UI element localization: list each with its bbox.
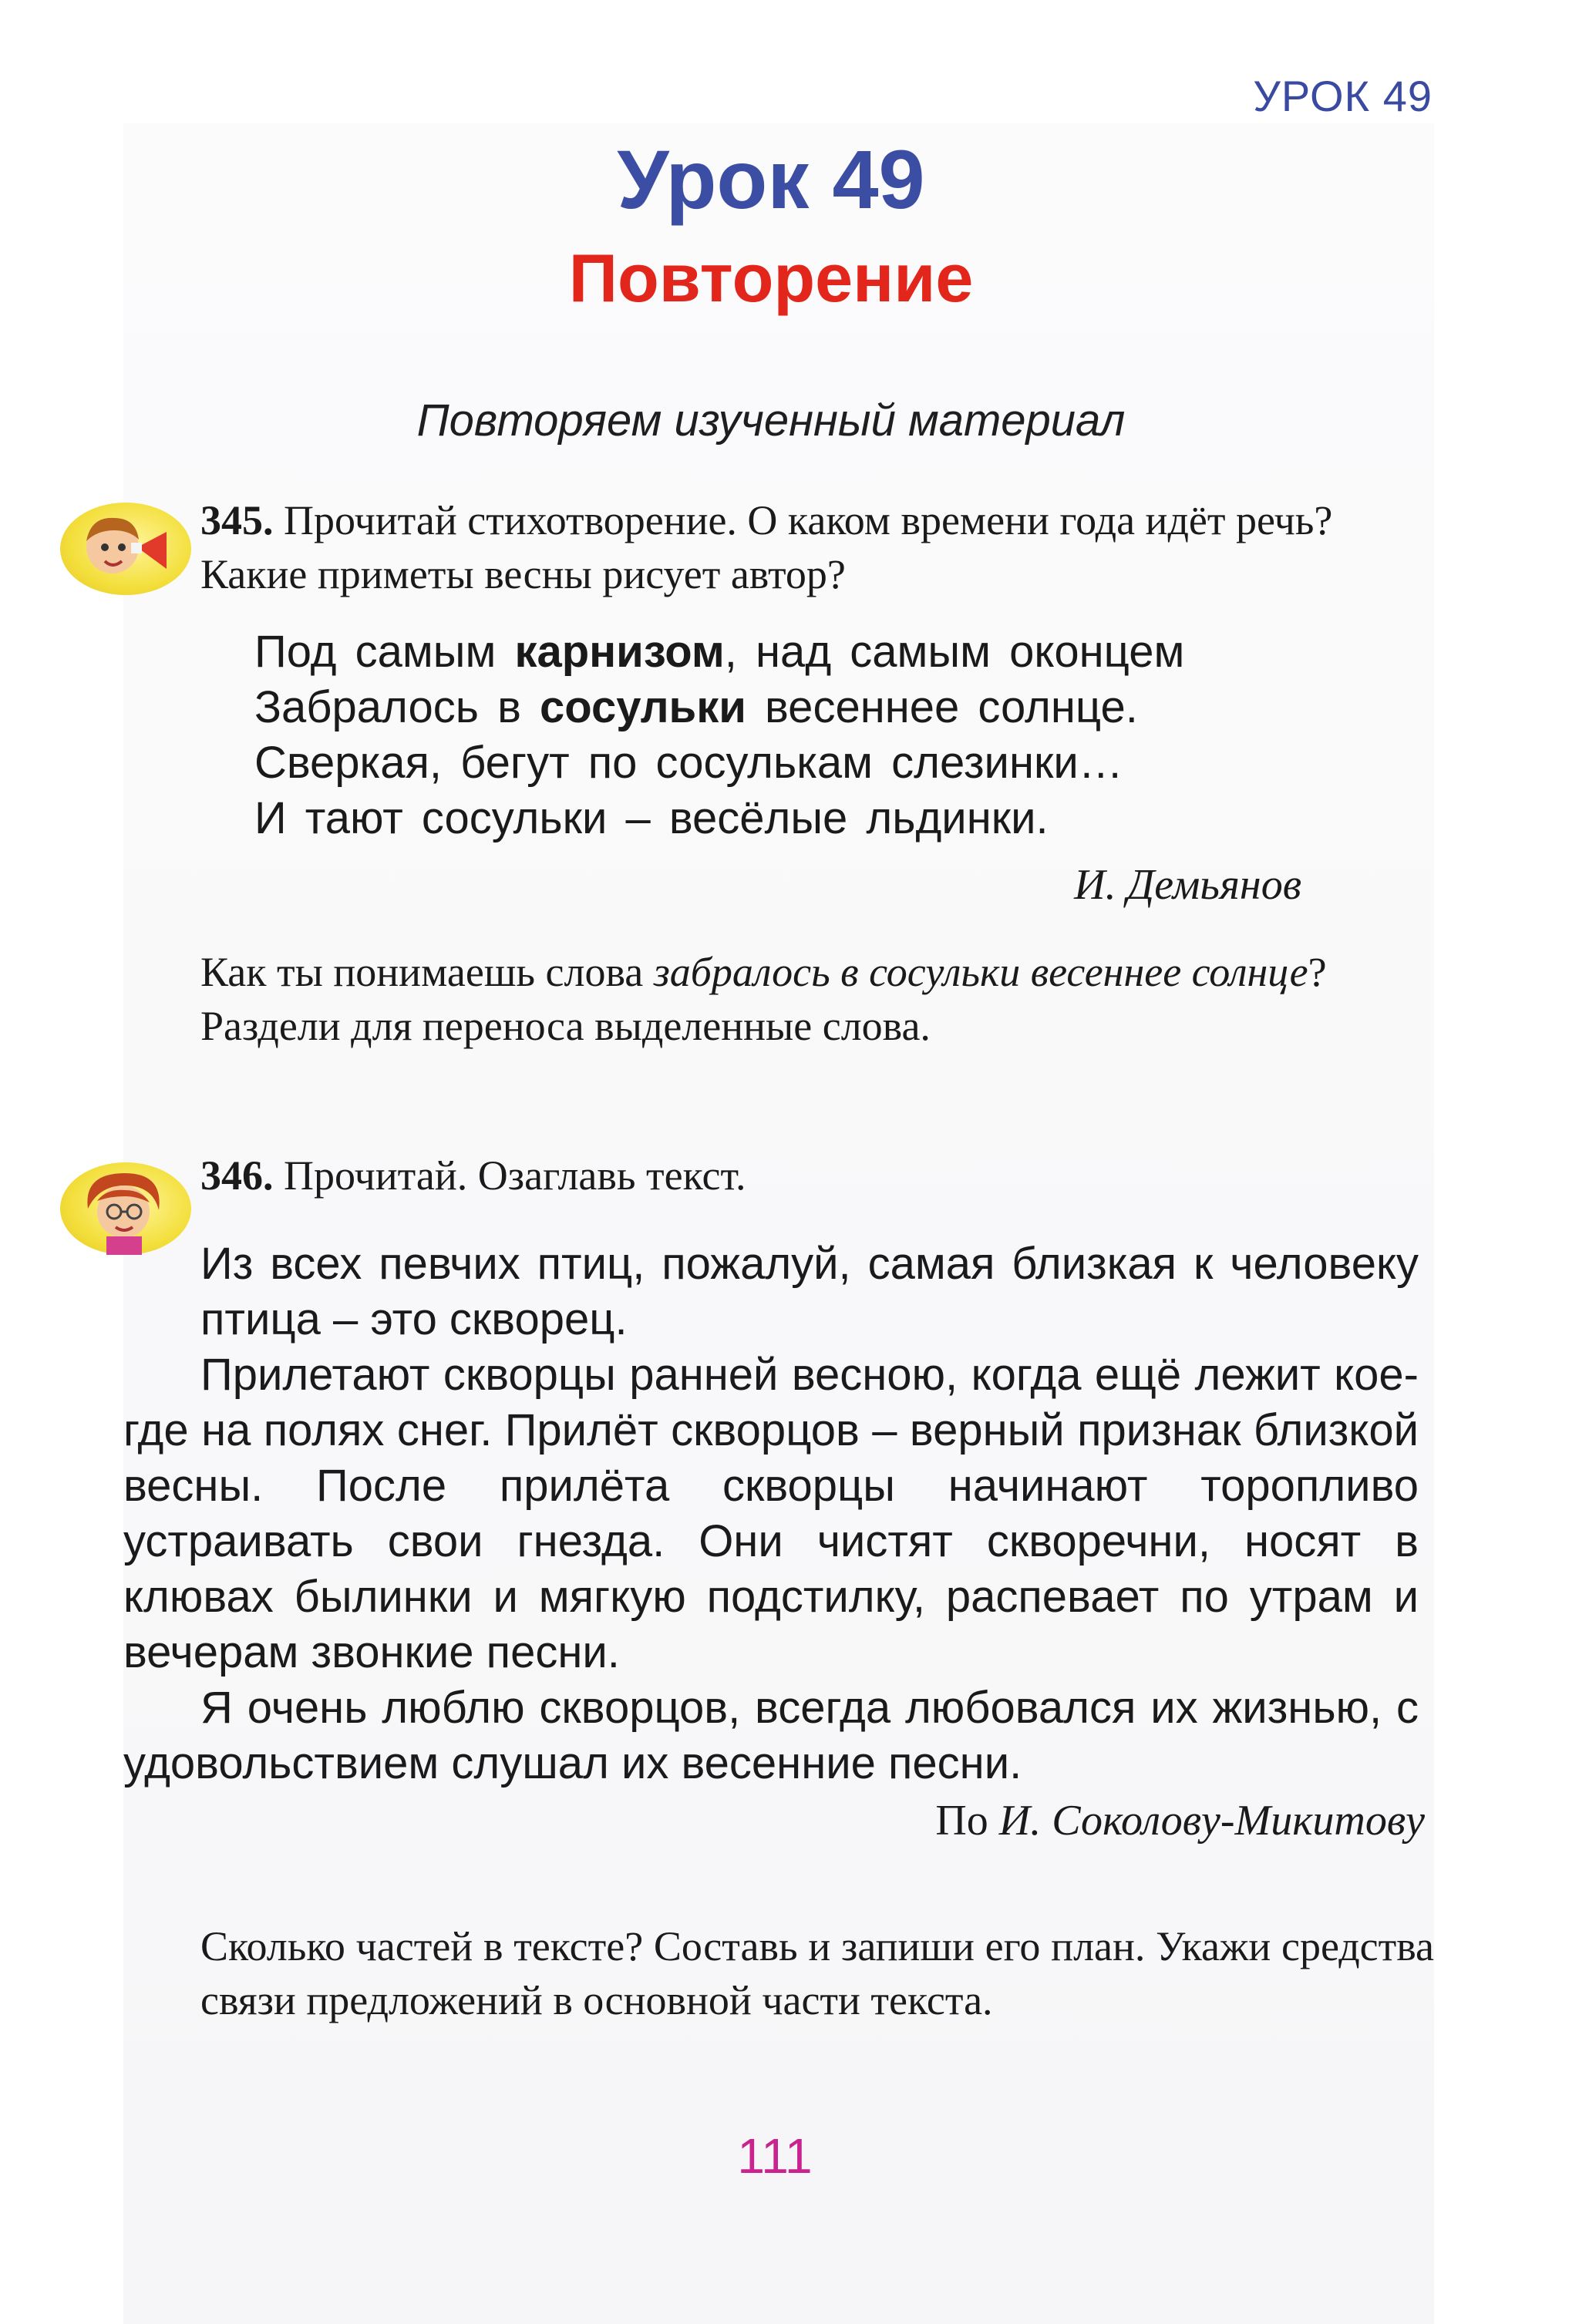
author-prefix: По xyxy=(935,1797,999,1845)
boy-with-megaphone-icon xyxy=(60,503,191,595)
lesson-title: Урок 49 xyxy=(617,133,925,226)
question-text: Раздели для переноса выделенные слова. xyxy=(200,1003,931,1049)
poem-text: Сверкая, бегут по сосулькам слезинки… xyxy=(254,738,1123,788)
question-mark: ? xyxy=(1308,949,1327,995)
task-text: Прочитай. Озаглавь текст. xyxy=(284,1152,746,1199)
story-paragraph: Я очень люблю скворцов, всегда любовался их жизнью, с удовольствием слушал их весенние песни. xyxy=(123,1683,1419,1788)
lesson-subtitle: Повторение xyxy=(568,240,974,316)
quoted-phrase: забралось в сосульки весеннее солнце xyxy=(653,949,1308,995)
task-345-instruction xyxy=(200,493,1434,601)
task-346-question: Сколько частей в тексте? Составь и запиши его план. Укажи средства связи предложений в основной части текста. xyxy=(200,1923,1434,2023)
poem-text: И тают сосульки – весёлые льдинки. xyxy=(254,793,1049,843)
poem-text: Забралось в xyxy=(254,682,540,732)
author-name: И. Соколову-Микитову xyxy=(998,1797,1425,1845)
poem-line xyxy=(254,680,1411,735)
poem-text: весеннее солнце. xyxy=(746,682,1138,732)
story-paragraph: Из всех певчих птиц, пожалуй, самая близкая к человеку птица – это скворец. xyxy=(200,1239,1419,1344)
highlighted-word: карнизом xyxy=(514,627,725,677)
running-head: УРОК 49 xyxy=(1253,72,1433,120)
task-number: 346. xyxy=(200,1152,274,1199)
story-paragraph: Прилетают скворцы ранней весною, когда ещё лежит кое-где на полях снег. Прилёт скворцов – верный признак близкой весны. После прилёта скворцы начинают торопливо устраивать свои гнезда. Они чистят скворечни, носят в клювах былинки и мягкую подстилку, распевает по утрам и вечерам звонкие песни. xyxy=(123,1350,1419,1677)
task-346-instruction xyxy=(200,1149,1434,1202)
highlighted-word: сосульки xyxy=(540,682,746,732)
poem-author: И. Демьянов xyxy=(1074,861,1301,909)
page-number: 111 xyxy=(737,2128,813,2184)
task-text: Прочитай стихотворение. О каком времени года идёт речь? Какие приметы весны рисует автор? xyxy=(200,497,1333,597)
question-text: Как ты понимаешь слова xyxy=(200,949,654,995)
poem-line xyxy=(254,624,1411,680)
poem-line xyxy=(254,791,1411,846)
story-author xyxy=(935,1796,1425,1845)
poem-text: Под самым xyxy=(254,627,515,677)
task-number: 345. xyxy=(200,497,274,543)
poem-text: , над самым оконцем xyxy=(724,627,1185,677)
task-345-question xyxy=(200,945,1434,1053)
lesson-goal: Повторяем изученный материал xyxy=(416,395,1126,446)
poem xyxy=(254,624,1411,846)
story-text xyxy=(123,1236,1419,1791)
poem-line xyxy=(254,735,1411,791)
